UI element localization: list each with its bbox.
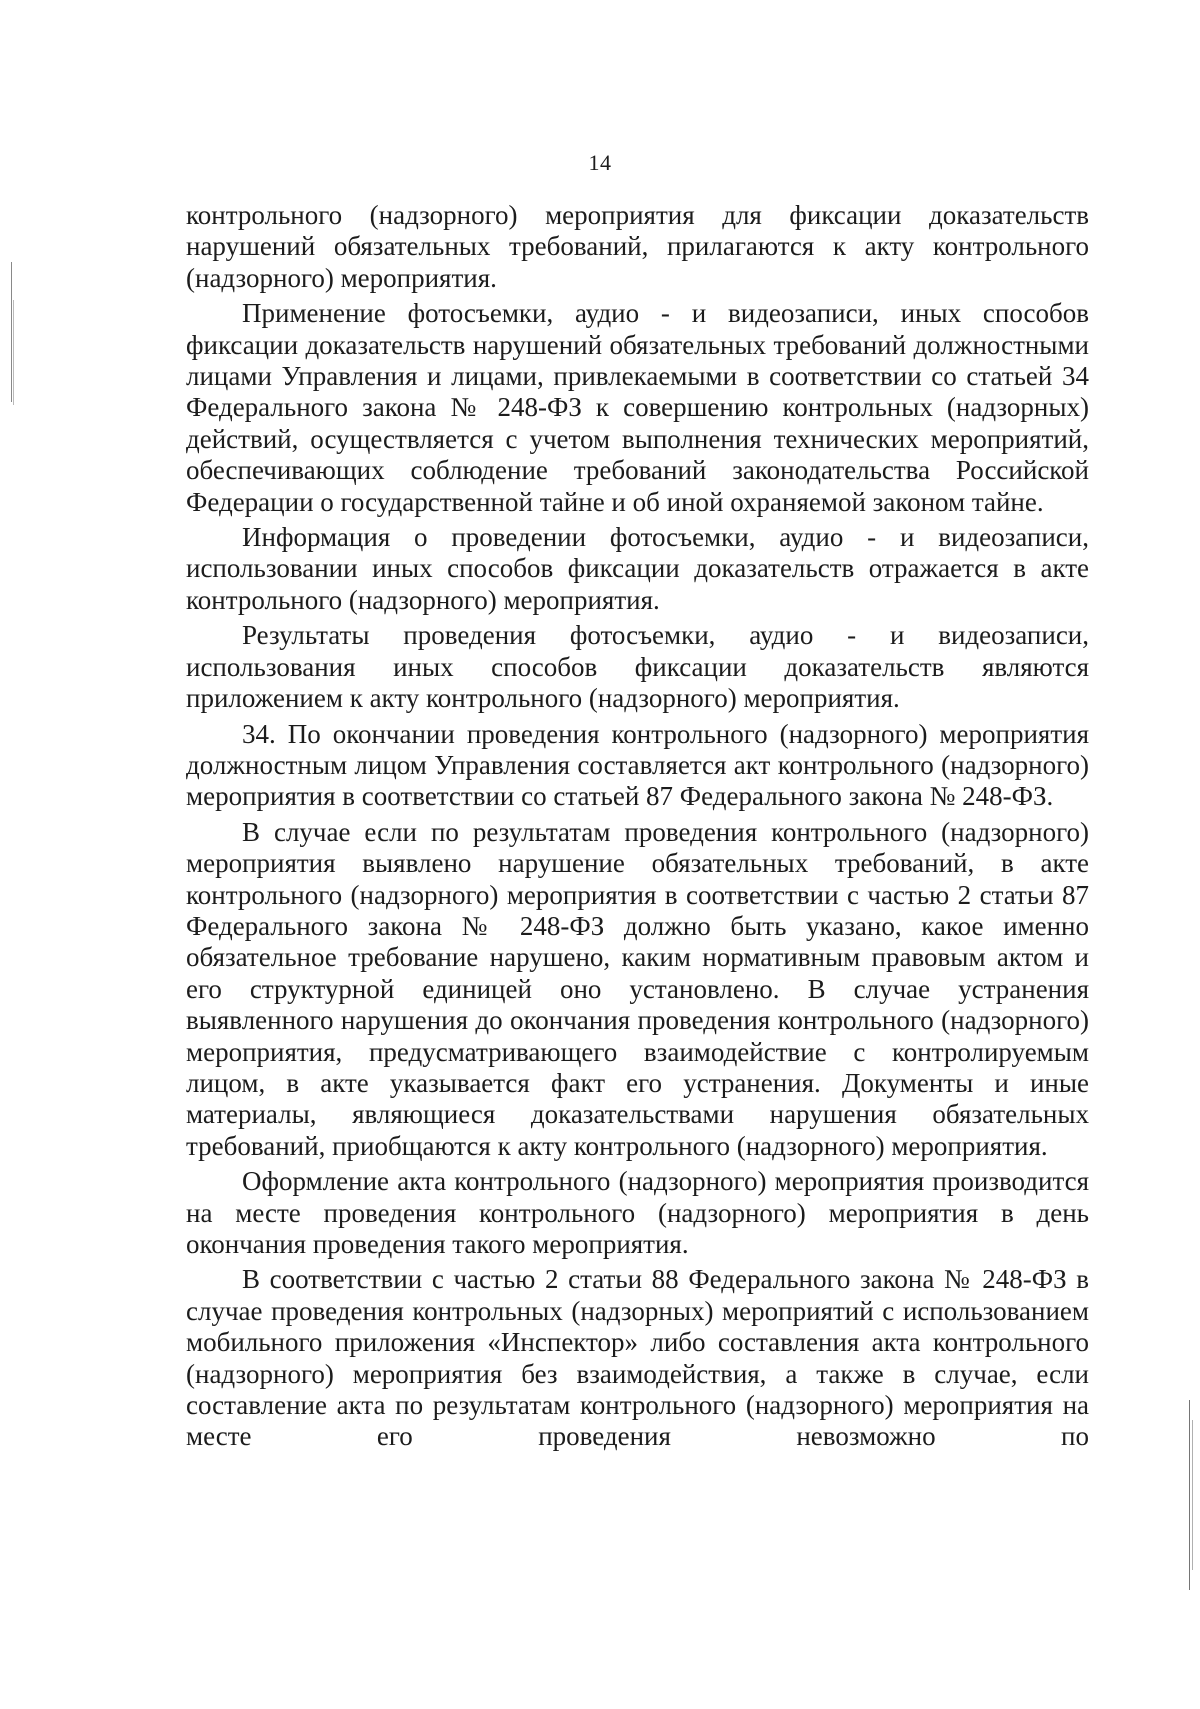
paragraph: В случае если по результатам проведения контрольного (надзорного) мероприятия выявлено нарушение обязательных требований, в акте контрольного (надзорного) мероприятия в соответствии с частью 2 статьи 87 Федерального закона № 248-ФЗ должно быть указано, какое именно обязательное требование нарушено, каким нормативным правовым актом и его структурной единицей оно установлено. В случае устранения выявленного нарушения до окончания проведения контрольного (надзорного) мероприятия, предусматривающего взаимодействие с контролируемым лицом, в акте указывается факт его устранения. Документы и иные материалы, являющиеся доказательствами нарушения обязательных требований, приобщаются к акту контрольного (надзорного) мероприятия. <box>186 816 1089 1161</box>
paragraph: Применение фотосъемки, аудио - и видеозаписи, иных способов фиксации доказательств нарушений обязательных требований должностными лицами Управления и лицами, привлекаемыми в соответствии со статьей 34 Федерального закона № 248-ФЗ к совершению контрольных (надзорных) действий, осуществляется с учетом выполнения технических мероприятий, обеспечивающих соблюдение требований законодательства Российской Федерации о государственной тайне и об иной охраняемой законом тайне. <box>186 298 1089 517</box>
scan-margin-mark <box>1192 1420 1193 1570</box>
page-number: 14 <box>588 150 612 175</box>
paragraph: Оформление акта контрольного (надзорного) мероприятия производится на месте проведения контрольного (надзорного) мероприятия в день окончания проведения такого мероприятия. <box>186 1166 1089 1259</box>
paragraph: Результаты проведения фотосъемки, аудио - и видеозаписи, использования иных способов фиксации доказательств являются приложением к акту контрольного (надзорного) мероприятия. <box>186 620 1089 714</box>
scan-margin-mark <box>13 300 14 405</box>
paragraph: Информация о проведении фотосъемки, аудио - и видеозаписи, использовании иных способов фиксации доказательств отражается в акте контрольного (надзорного) мероприятия. <box>186 522 1089 615</box>
paragraph: контрольного (надзорного) мероприятия для фиксации доказательств нарушений обязательных требований, прилагаются к акту контрольного (надзорного) мероприятия. <box>186 200 1089 293</box>
scan-margin-mark <box>11 262 12 402</box>
document-body <box>186 200 1089 1457</box>
paragraph: В соответствии с частью 2 статьи 88 Федерального закона № 248-ФЗ в случае проведения контрольных (надзорных) мероприятий с использованием мобильного приложения «Инспектор» либо составления акта контрольного (надзорного) мероприятия без взаимодействия, а также в случае, если составление акта по результатам контрольного (надзорного) мероприятия на месте его проведения невозможно по <box>186 1264 1089 1452</box>
paragraph: 34. По окончании проведения контрольного (надзорного) мероприятия должностным лицом Управления составляется акт контрольного (надзорного) мероприятия в соответствии со статьей 87 Федерального закона № 248-ФЗ. <box>186 718 1089 812</box>
scan-margin-mark <box>1189 1400 1190 1590</box>
